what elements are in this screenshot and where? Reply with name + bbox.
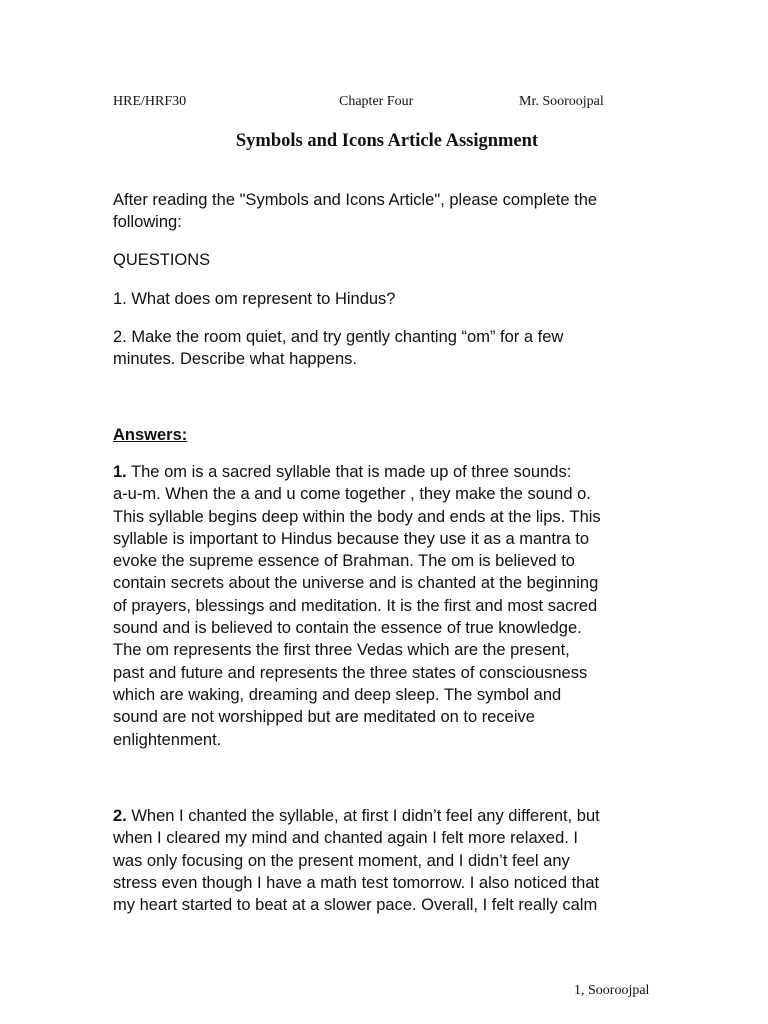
answer-2-line: stress even though I have a math test tomorrow. I also noticed that xyxy=(113,873,600,892)
answer-1-line: sound and is believed to contain the essence of true knowledge. xyxy=(113,619,582,638)
answer-1-line: which are waking, dreaming and deep sleep. The symbol and xyxy=(113,685,562,704)
answer-1-line: This syllable begins deep within the body and ends at the lips. This xyxy=(113,507,601,526)
document-title: Symbols and Icons Article Assignment xyxy=(235,131,539,151)
answers-heading: Answers: xyxy=(113,426,188,444)
answer-1-line: contain secrets about the universe and is chanted at the beginning xyxy=(113,574,599,593)
answer-2-number: 2. xyxy=(113,807,127,825)
answer-1-line: of prayers, blessings and meditation. It is the first and most sacred xyxy=(113,596,598,615)
header-course-code: HRE/HRF30 xyxy=(113,94,187,109)
intro-line: After reading the "Symbols and Icons Article", please complete the xyxy=(113,191,598,209)
question-2-line: 2. Make the room quiet, and try gently chanting “om” for a few xyxy=(113,328,564,346)
page-footer: 1, Sooroojpal xyxy=(574,983,650,998)
page-header xyxy=(113,94,673,114)
answer-2-line: When I chanted the syllable, at first I didn’t feel any different, but xyxy=(126,807,600,825)
header-chapter: Chapter Four xyxy=(339,94,414,109)
question-2-line: minutes. Describe what happens. xyxy=(113,350,357,369)
answer-1 xyxy=(113,461,673,751)
answer-1-number: 1. xyxy=(113,463,127,481)
question-1: 1. What does om represent to Hindus? xyxy=(113,290,396,308)
answer-2-first-line xyxy=(113,805,673,827)
answer-1-line: The om is a sacred syllable that is made up of three sounds: xyxy=(126,463,572,481)
answer-1-line: evoke the supreme essence of Brahman. The om is believed to xyxy=(113,552,575,571)
answer-1-line: enlightenment. xyxy=(113,730,222,749)
answer-1-line: past and future and represents the three states of consciousness xyxy=(113,663,588,682)
question-2 xyxy=(113,326,673,371)
answer-2 xyxy=(113,805,673,916)
answer-1-line: The om represents the first three Vedas which are the present, xyxy=(113,641,570,660)
questions-heading: QUESTIONS xyxy=(113,251,211,269)
answer-1-line: a-u-m. When the a and u come together , they make the sound o. xyxy=(113,485,591,504)
answer-1-line: sound are not worshipped but are meditated on to receive xyxy=(113,708,535,727)
answer-1-line: syllable is important to Hindus because they use it as a mantra to xyxy=(113,529,589,548)
answer-1-first-line xyxy=(113,461,673,483)
intro-line: following: xyxy=(113,213,182,232)
answer-2-line: my heart started to beat at a slower pace. Overall, I felt really calm xyxy=(113,896,598,915)
intro-paragraph xyxy=(113,189,673,234)
answer-2-line: when I cleared my mind and chanted again I felt more relaxed. I xyxy=(113,829,579,848)
answer-2-line: was only focusing on the present moment, and I didn’t feel any xyxy=(113,851,570,870)
header-teacher: Mr. Sooroojpal xyxy=(519,94,604,109)
